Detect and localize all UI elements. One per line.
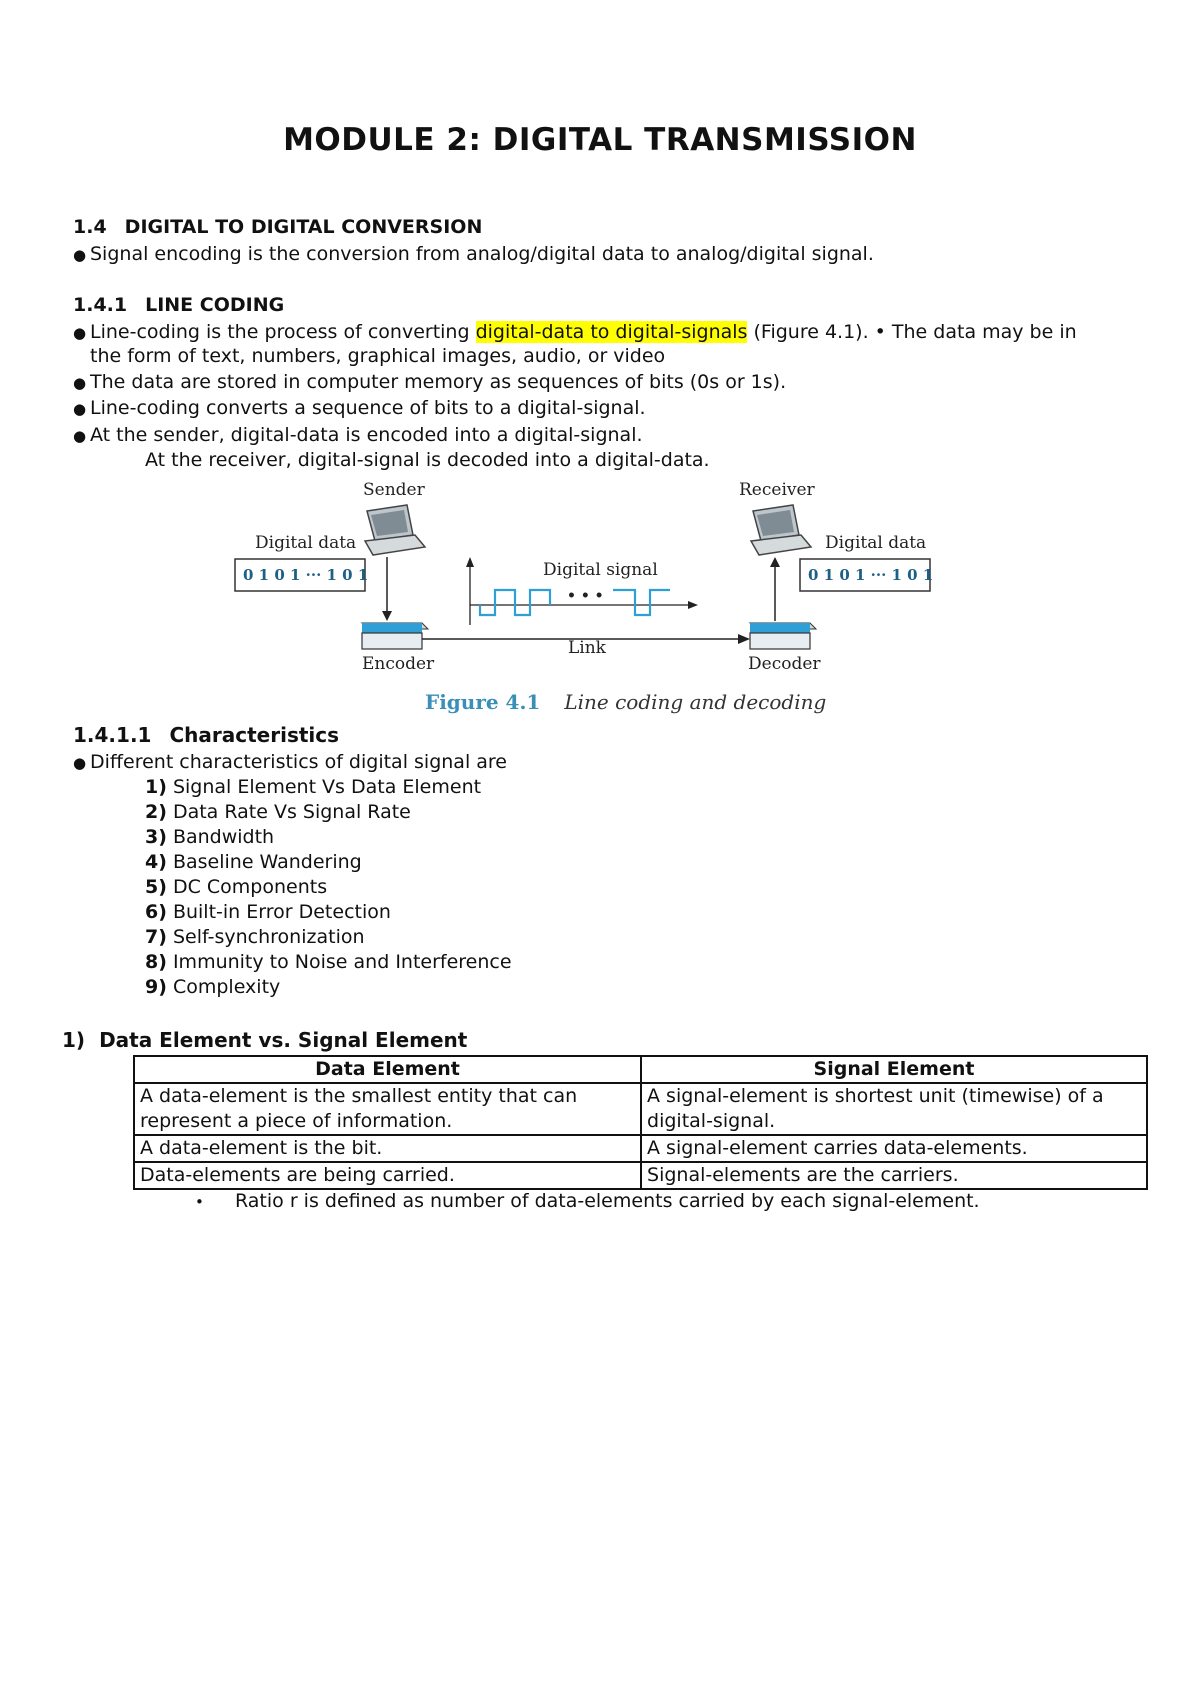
list-item: 5) DC Components xyxy=(145,876,328,898)
ratio-note-text: Ratio r is defined as number of data-elements carried by each signal-element. xyxy=(235,1190,980,1212)
bullet-icon: ● xyxy=(73,246,87,264)
digital-signal-label: Digital signal xyxy=(543,560,658,580)
figure-caption-label: Figure 4.1 xyxy=(425,690,541,714)
list-item: 8) Immunity to Noise and Interference xyxy=(145,951,512,973)
bullet-text: Signal encoding is the conversion from analog/digital data to analog/digital signal. xyxy=(90,243,874,265)
bullet-text: The data are stored in computer memory as sequences of bits (0s or 1s). xyxy=(90,371,787,393)
section-number: 1.4.1.1 xyxy=(73,723,152,747)
figure-caption-text: Line coding and decoding xyxy=(564,690,827,714)
section-heading-1-4-1-1 xyxy=(73,723,339,747)
list-item: 6) Built-in Error Detection xyxy=(145,901,391,923)
bullet-text: Line-coding converts a sequence of bits to a digital-signal. xyxy=(90,397,646,419)
bullet-text: Different characteristics of digital signal are xyxy=(90,751,507,773)
section-heading-1-4 xyxy=(73,216,482,238)
table-cell: A data-element is the smallest entity that can represent a piece of information. xyxy=(134,1083,641,1135)
bullet-icon: ● xyxy=(73,427,87,445)
bullet-line-coding-converts xyxy=(73,397,646,419)
table-cell: Data-elements are being carried. xyxy=(134,1162,641,1189)
table-cell: A signal-element is shortest unit (timewise) of a digital-signal. xyxy=(641,1083,1147,1135)
sender-laptop-icon xyxy=(365,505,425,555)
table-row xyxy=(134,1162,1147,1189)
bullet-signal-encoding xyxy=(73,243,874,265)
section-title: DIGITAL TO DIGITAL CONVERSION xyxy=(124,216,483,238)
encoder-label: Encoder xyxy=(362,654,435,674)
bullet-icon: ● xyxy=(73,400,87,418)
section-heading-1-4-1 xyxy=(73,294,284,316)
list-item: 9) Complexity xyxy=(145,976,281,998)
subsection-heading-data-vs-signal xyxy=(62,1028,467,1052)
bullet-line-coding-def xyxy=(73,321,1077,343)
link-label: Link xyxy=(568,638,606,658)
signal-dots: • • • xyxy=(567,588,604,604)
encoder-box-icon xyxy=(362,623,428,649)
table-cell: Signal-elements are the carriers. xyxy=(641,1162,1147,1189)
bullet-line-coding-def-cont: the form of text, numbers, graphical images, audio, or video xyxy=(90,345,666,367)
receiver-label: Receiver xyxy=(739,480,815,500)
table-header-row xyxy=(134,1056,1147,1083)
bits-left: 0 1 0 1 ··· 1 0 1 xyxy=(243,566,369,584)
receiver-laptop-icon xyxy=(751,505,811,555)
list-item: 7) Self-synchronization xyxy=(145,926,365,948)
decoder-box-icon xyxy=(750,623,816,649)
bullet-data-stored xyxy=(73,371,786,393)
subsection-number: 1) xyxy=(62,1028,86,1052)
list-item: 4) Baseline Wandering xyxy=(145,851,362,873)
section-number: 1.4 xyxy=(73,216,107,238)
bullet-characteristics xyxy=(73,751,507,773)
subsection-title: Data Element vs. Signal Element xyxy=(99,1028,468,1052)
list-item: 2) Data Rate Vs Signal Rate xyxy=(145,801,411,823)
list-item: 3) Bandwidth xyxy=(145,826,275,848)
decoder-label: Decoder xyxy=(748,654,821,674)
table-row xyxy=(134,1083,1147,1135)
bullet-icon: ● xyxy=(73,324,87,342)
table-header: Data Element xyxy=(134,1056,641,1083)
characteristics-list xyxy=(145,776,512,1001)
section-number: 1.4.1 xyxy=(73,294,128,316)
bullet-receiver-cont: At the receiver, digital-signal is decoded into a digital-data. xyxy=(145,449,710,471)
line-coding-figure xyxy=(225,475,985,725)
figure-caption xyxy=(425,690,826,714)
digital-data-left-label: Digital data xyxy=(255,533,357,553)
ratio-note xyxy=(195,1190,980,1212)
data-vs-signal-table xyxy=(133,1055,1148,1190)
bits-right: 0 1 0 1 ··· 1 0 1 xyxy=(808,566,934,584)
digital-signal-waveform xyxy=(480,590,550,615)
digital-data-right-label: Digital data xyxy=(825,533,927,553)
bullet-text: Line-coding is the process of converting xyxy=(90,321,476,343)
bullet-icon: • xyxy=(195,1193,204,1211)
list-item: 1) Signal Element Vs Data Element xyxy=(145,776,482,798)
page-title: MODULE 2: DIGITAL TRANSMISSION xyxy=(283,122,917,158)
highlighted-text: digital-data to digital-signals xyxy=(475,321,748,343)
bullet-text-cont: (Figure 4.1). • The data may be in xyxy=(747,321,1077,343)
table-cell: A signal-element carries data-elements. xyxy=(641,1135,1147,1162)
table-cell: A data-element is the bit. xyxy=(134,1135,641,1162)
table-row xyxy=(134,1135,1147,1162)
sender-label: Sender xyxy=(363,480,425,500)
bullet-icon: ● xyxy=(73,754,87,772)
bullet-icon: ● xyxy=(73,374,87,392)
digital-signal-waveform-tail xyxy=(613,590,670,615)
bullet-sender xyxy=(73,424,643,446)
bullet-text: At the sender, digital-data is encoded into a digital-signal. xyxy=(90,424,643,446)
section-title: Characteristics xyxy=(169,723,340,747)
table-header: Signal Element xyxy=(641,1056,1147,1083)
section-title: LINE CODING xyxy=(145,294,285,316)
